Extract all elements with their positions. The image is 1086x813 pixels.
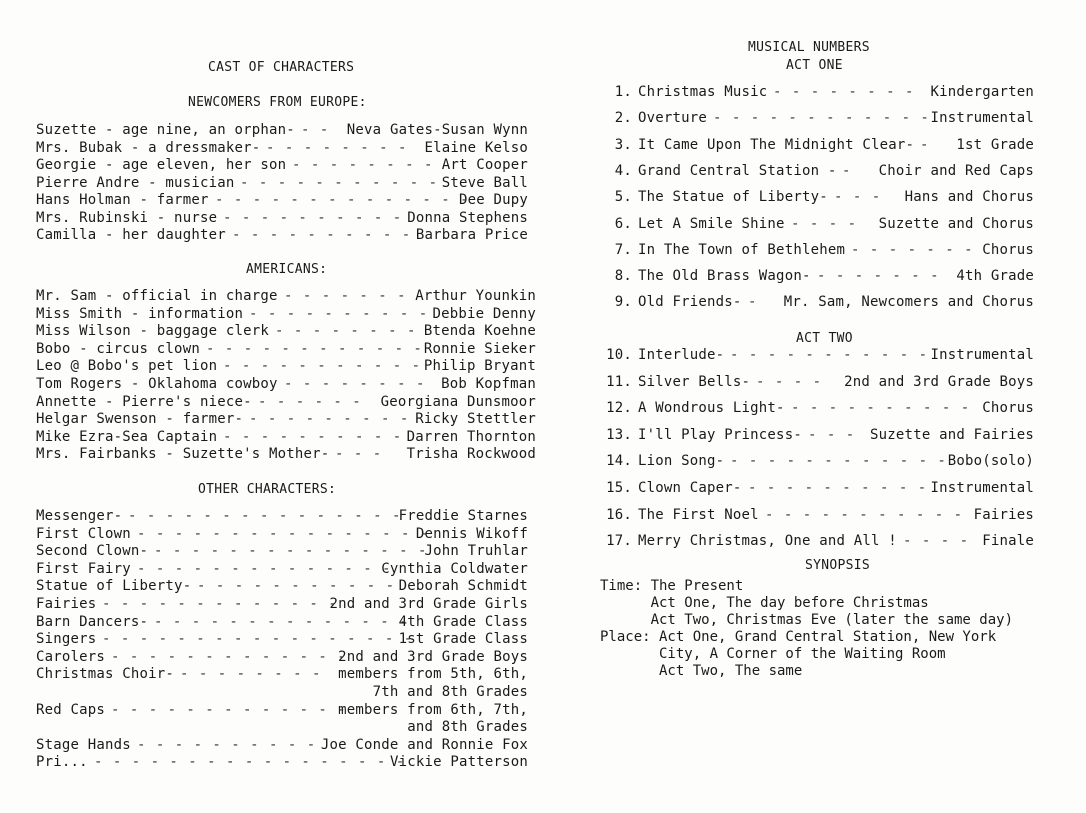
song-title: Grand Central Station -: [638, 162, 837, 179]
synopsis-line: Time: The Present: [600, 578, 744, 594]
role-name: Hans Holman - farmer: [36, 192, 209, 208]
song-row: [598, 84, 1034, 102]
leader-dashes: - - - - - - - - - - - - -: [102, 596, 338, 612]
role-name: Annette - Pierre's niece-: [36, 393, 252, 410]
song-row: [598, 374, 1034, 392]
actor-continuation: and 8th Grades: [407, 719, 528, 736]
cast-row: [36, 596, 528, 614]
song-number: 9.: [614, 294, 632, 311]
role-name: Red Caps: [36, 701, 106, 718]
actor-name: Trisha Rockwood: [406, 446, 536, 463]
performer: Kindergarten: [930, 84, 1034, 100]
role-name: Statue of Liberty-: [36, 578, 192, 595]
leader-dashes: - - - - - - - -: [773, 84, 915, 100]
song-number: 1.: [614, 84, 632, 100]
role-name: Miss Smith - information: [36, 305, 244, 322]
song-number: 7.: [614, 241, 632, 258]
role-name: Helgar Swenson - farmer-: [36, 411, 244, 428]
music-title: MUSICAL NUMBERS: [748, 40, 870, 55]
actor-name: 2nd and 3rd Grade Girls: [329, 596, 528, 612]
actor-name: Neva Gates-Susan Wynn: [346, 122, 528, 138]
leader-dashes: - - - - - - - - - - -: [240, 174, 439, 191]
performer: Chorus: [982, 241, 1034, 258]
actor-name: Debbie Denny: [432, 305, 536, 322]
song-row: [598, 480, 1034, 498]
leader-dashes: - - - - - - - -: [275, 323, 417, 340]
cast-row: [36, 341, 536, 359]
leader-dashes: - - - - - - - - - - -: [765, 506, 964, 523]
role-name: Camilla - her daughter: [36, 227, 226, 243]
leader-dashes: - - - - - - - -: [266, 139, 408, 156]
actor-name: members from 6th, 7th,: [338, 701, 528, 718]
leader-dashes: - - - - - - - -: [284, 376, 426, 392]
song-number: 10.: [606, 347, 632, 363]
song-number: 14.: [606, 453, 632, 470]
song-row: [598, 189, 1034, 207]
synopsis-line: Act Two, The same: [600, 663, 803, 679]
cast-row: [36, 227, 528, 245]
act-one-heading: ACT ONE: [786, 58, 843, 73]
leader-dashes: - - - - - - - - - -: [137, 736, 317, 753]
song-title: Silver Bells-: [638, 373, 751, 390]
cast-row: [36, 394, 536, 412]
leader-dashes: - - - - - - - - - - - - - -: [154, 613, 409, 630]
role-name: Mike Ezra-Sea Captain: [36, 428, 218, 445]
song-title: It Came Upon The Midnight Clear-: [638, 136, 915, 153]
leader-dashes: - - - - - - - - - - - - - - - -: [137, 525, 430, 542]
actor-name: Ricky Stettler: [415, 411, 536, 428]
leader-dashes: - - - - - - - - - -: [232, 227, 412, 243]
role-name: First Clown: [36, 525, 131, 542]
song-title: Old Friends-: [638, 294, 742, 311]
song-row: [598, 347, 1034, 365]
cast-row: [36, 323, 536, 341]
leader-dashes: - -: [301, 122, 330, 138]
song-title: Interlude-: [638, 347, 725, 363]
leader-dashes: - - - - - - - - - - - - - -: [137, 560, 392, 577]
song-number: 17.: [606, 533, 632, 550]
cast-row: [36, 737, 528, 755]
cast-row: [36, 429, 536, 447]
leader-dashes: - - - - - - - - - - - -: [730, 453, 947, 470]
leader-dashes: -: [920, 136, 930, 153]
leader-dashes: - - - - - - - - - - - -: [713, 110, 930, 127]
cast-row: [36, 561, 528, 579]
leader-dashes: - - - - - - - - - - - -: [206, 340, 423, 357]
role-name: Bobo - circus clown: [36, 340, 200, 357]
song-row: [598, 216, 1034, 234]
role-name: Pierre Andre - musician: [36, 174, 235, 191]
actor-name: Barbara Price: [415, 227, 528, 243]
leader-dashes: - - - - - - - - - -: [249, 305, 429, 322]
song-title: Clown Caper-: [638, 480, 742, 496]
leader-dashes: - - - - - - - - - - - - - -: [215, 192, 470, 208]
performer: Instrumental: [930, 480, 1034, 496]
song-number: 2.: [614, 110, 632, 127]
role-name: Mrs. Rubinski - nurse: [36, 209, 218, 226]
song-title: The First Noel: [638, 506, 759, 523]
cast-row: [36, 376, 536, 394]
role-name: Messenger-: [36, 508, 123, 524]
performer: Mr. Sam, Newcomers and Chorus: [783, 294, 1034, 311]
song-number: 13.: [606, 426, 632, 443]
leader-dashes: - - - - - - - - - - - - - - - - -: [102, 631, 414, 648]
leader-dashes: - - - - - - - -: [292, 157, 434, 173]
song-number: 15.: [606, 480, 632, 496]
performer: 2nd and 3rd Grade Boys: [844, 373, 1034, 390]
song-title: The Statue of Liberty-: [638, 189, 828, 206]
song-title: A Wondrous Light-: [638, 400, 785, 417]
performer: Hans and Chorus: [904, 189, 1034, 206]
performer: Finale: [982, 533, 1034, 550]
song-row: [598, 294, 1034, 312]
leader-dashes: - - - - - - - - - - - - -: [111, 701, 347, 718]
actor-name: John Truhlar: [424, 543, 528, 560]
role-name: Mrs. Bubak - a dressmaker-: [36, 139, 261, 156]
performer: Choir and Red Caps: [878, 162, 1034, 179]
cast-row: [36, 526, 528, 544]
song-title: The Old Brass Wagon-: [638, 268, 811, 285]
actor-name: Freddie Starnes: [398, 508, 528, 524]
role-name: Pri...: [36, 754, 88, 771]
cast-row: [36, 122, 528, 140]
song-number: 12.: [606, 400, 632, 417]
actor-name: Bob Kopfman: [441, 376, 536, 392]
synopsis-line: Place: Act One, Grand Central Station, New York: [600, 629, 997, 645]
cast-row: [36, 631, 528, 649]
performer: Fairies: [973, 506, 1034, 523]
performer: Instrumental: [930, 110, 1034, 127]
synopsis-line: City, A Corner of the Waiting Room: [600, 646, 946, 662]
role-name: Christmas Choir-: [36, 666, 175, 683]
actor-name: members from 5th, 6th,: [338, 666, 528, 683]
performer: Bobo(solo): [947, 453, 1034, 470]
role-name: Mr. Sam - official in charge: [36, 288, 278, 304]
leader-dashes: - - - - - - - - - - - - - - -: [128, 508, 402, 524]
song-row: [598, 242, 1034, 260]
leader-dashes: - - - - - - - - - - - - - - - - -: [94, 754, 406, 771]
role-name: Carolers: [36, 648, 106, 665]
performer: 4th Grade: [956, 268, 1034, 285]
act-two-heading: ACT TWO: [796, 331, 853, 346]
cast-row: [36, 192, 528, 210]
leader-dashes: -: [842, 162, 852, 179]
leader-dashes: - - - -: [756, 373, 823, 390]
cast-row: [36, 140, 528, 158]
actor-name: Steve Ball: [441, 174, 528, 191]
role-name: Singers: [36, 631, 97, 648]
song-row: [598, 453, 1034, 471]
actor-name: Art Cooper: [441, 157, 528, 173]
role-name: Mrs. Fairbanks - Suzette's Mother-: [36, 446, 330, 463]
leader-dashes: - - - - - - -: [817, 268, 940, 285]
song-title: I'll Play Princess-: [638, 426, 802, 443]
song-row: [598, 507, 1034, 525]
song-title: Let A Smile Shine: [638, 215, 785, 232]
actor-continuation: 7th and 8th Grades: [372, 684, 528, 700]
cast-row: [36, 411, 536, 429]
actor-name: Donna Stephens: [407, 209, 528, 226]
role-name: Georgie - age eleven, her son: [36, 157, 287, 173]
song-number: 6.: [614, 215, 632, 232]
role-name: Stage Hands: [36, 736, 131, 753]
cast-row: [36, 175, 528, 193]
actor-name: 4th Grade Class: [398, 613, 528, 630]
performer: Suzette and Fairies: [870, 426, 1034, 443]
role-name: Suzette - age nine, an orphan-: [36, 122, 295, 138]
song-number: 5.: [614, 189, 632, 206]
leader-dashes: - - - - - - -: [284, 288, 407, 304]
song-row: [598, 110, 1034, 128]
song-number: 16.: [606, 506, 632, 523]
cast-row: [36, 288, 536, 306]
actor-name: 1st Grade Class: [398, 631, 528, 648]
cast-row: [36, 210, 528, 228]
newcomers-heading: NEWCOMERS FROM EUROPE:: [188, 95, 367, 110]
song-row: [598, 268, 1034, 286]
song-title: Christmas Music: [638, 84, 768, 100]
actor-name: Btenda Koehne: [423, 323, 536, 340]
leader-dashes: - - - - - - - - - - - - -: [111, 648, 347, 665]
song-title: Overture: [638, 110, 708, 127]
song-row: [598, 137, 1034, 155]
cast-row: [36, 543, 528, 561]
leader-dashes: -: [748, 294, 758, 311]
leader-dashes: - - -: [834, 189, 882, 206]
actor-name: Dee Dupy: [458, 192, 528, 208]
actor-name: Philip Bryant: [423, 358, 536, 375]
cast-row: [36, 702, 528, 720]
role-name: Tom Rogers - Oklahoma cowboy: [36, 376, 278, 392]
americans-heading: AMERICANS:: [246, 262, 328, 277]
leader-dashes: - - - - - - - - - - -: [197, 578, 396, 595]
song-number: 3.: [614, 136, 632, 153]
cast-row: [36, 358, 536, 376]
cast-row: [36, 578, 528, 596]
actor-name: Dennis Wikoff: [415, 525, 528, 542]
cast-title: CAST OF CHARACTERS: [208, 60, 355, 75]
song-title: Merry Christmas, One and All !: [638, 533, 897, 550]
role-name: Barn Dancers-: [36, 613, 149, 630]
actor-name: 2nd and 3rd Grade Boys: [338, 648, 528, 665]
song-title: In The Town of Bethlehem: [638, 241, 846, 258]
song-title: Lion Song-: [638, 453, 725, 470]
cast-row: [36, 666, 528, 684]
song-row: [598, 163, 1034, 181]
cast-row: [36, 306, 536, 324]
synopsis-line: Act One, The day before Christmas: [600, 595, 929, 611]
leader-dashes: - - - - - - - - - -: [223, 209, 403, 226]
cast-row: [36, 754, 528, 772]
role-name: Leo @ Bobo's pet lion: [36, 358, 218, 375]
leader-dashes: - - - - - - -: [851, 241, 974, 258]
leader-dashes: - - - - - - - -: [180, 666, 322, 683]
actor-name: Joe Conde and Ronnie Fox: [320, 736, 528, 753]
actor-name: Ronnie Sieker: [423, 340, 536, 357]
song-row: [598, 533, 1034, 551]
leader-dashes: - - - - - - - - - -: [223, 428, 403, 445]
role-name: First Fairy: [36, 560, 131, 577]
actor-name: Darren Thornton: [406, 428, 536, 445]
performer: 1st Grade: [956, 136, 1034, 153]
leader-dashes: - - - - - - - - -: [249, 411, 410, 428]
song-number: 11.: [606, 373, 632, 390]
synopsis-heading: SYNOPSIS: [805, 558, 871, 573]
leader-dashes: - - - - - - - - - - - - - - -: [154, 543, 428, 560]
actor-name: Vickie Patterson: [389, 754, 528, 771]
leader-dashes: - - - - - - - - - - -: [730, 347, 929, 363]
cast-row: [36, 508, 528, 526]
cast-row: [36, 649, 528, 667]
song-row: [598, 427, 1034, 445]
role-name: Miss Wilson - baggage clerk: [36, 323, 269, 340]
actor-name: Elaine Kelso: [424, 139, 528, 156]
actor-name: Cynthia Coldwater: [381, 560, 528, 577]
leader-dashes: - - -: [335, 446, 383, 463]
performer: Chorus: [982, 400, 1034, 417]
cast-row: [36, 446, 536, 464]
performer: Suzette and Chorus: [878, 215, 1034, 232]
leader-dashes: - - - - - - - - - -: [791, 400, 971, 417]
leader-dashes: - - - - - -: [258, 393, 362, 410]
leader-dashes: - - - - - - - - - - -: [223, 358, 422, 375]
performer: Instrumental: [930, 347, 1034, 363]
leader-dashes: - - - -: [903, 533, 970, 550]
leader-dashes: - - -: [808, 426, 856, 443]
song-row: [598, 400, 1034, 418]
cast-row: [36, 157, 528, 175]
actor-name: Georgiana Dunsmoor: [380, 393, 536, 410]
leader-dashes: - - - -: [791, 215, 858, 232]
others-heading: OTHER CHARACTERS:: [198, 482, 337, 497]
song-number: 8.: [614, 268, 632, 285]
leader-dashes: - - - - - - - - - -: [748, 480, 928, 496]
role-name: Fairies: [36, 596, 97, 612]
role-name: Second Clown-: [36, 543, 149, 560]
synopsis-line: Act Two, Christmas Eve (later the same day): [600, 612, 1014, 628]
cast-row: [36, 614, 528, 632]
actor-name: Arthur Younkin: [415, 288, 536, 304]
song-number: 4.: [614, 162, 632, 179]
actor-name: Deborah Schmidt: [398, 578, 528, 595]
